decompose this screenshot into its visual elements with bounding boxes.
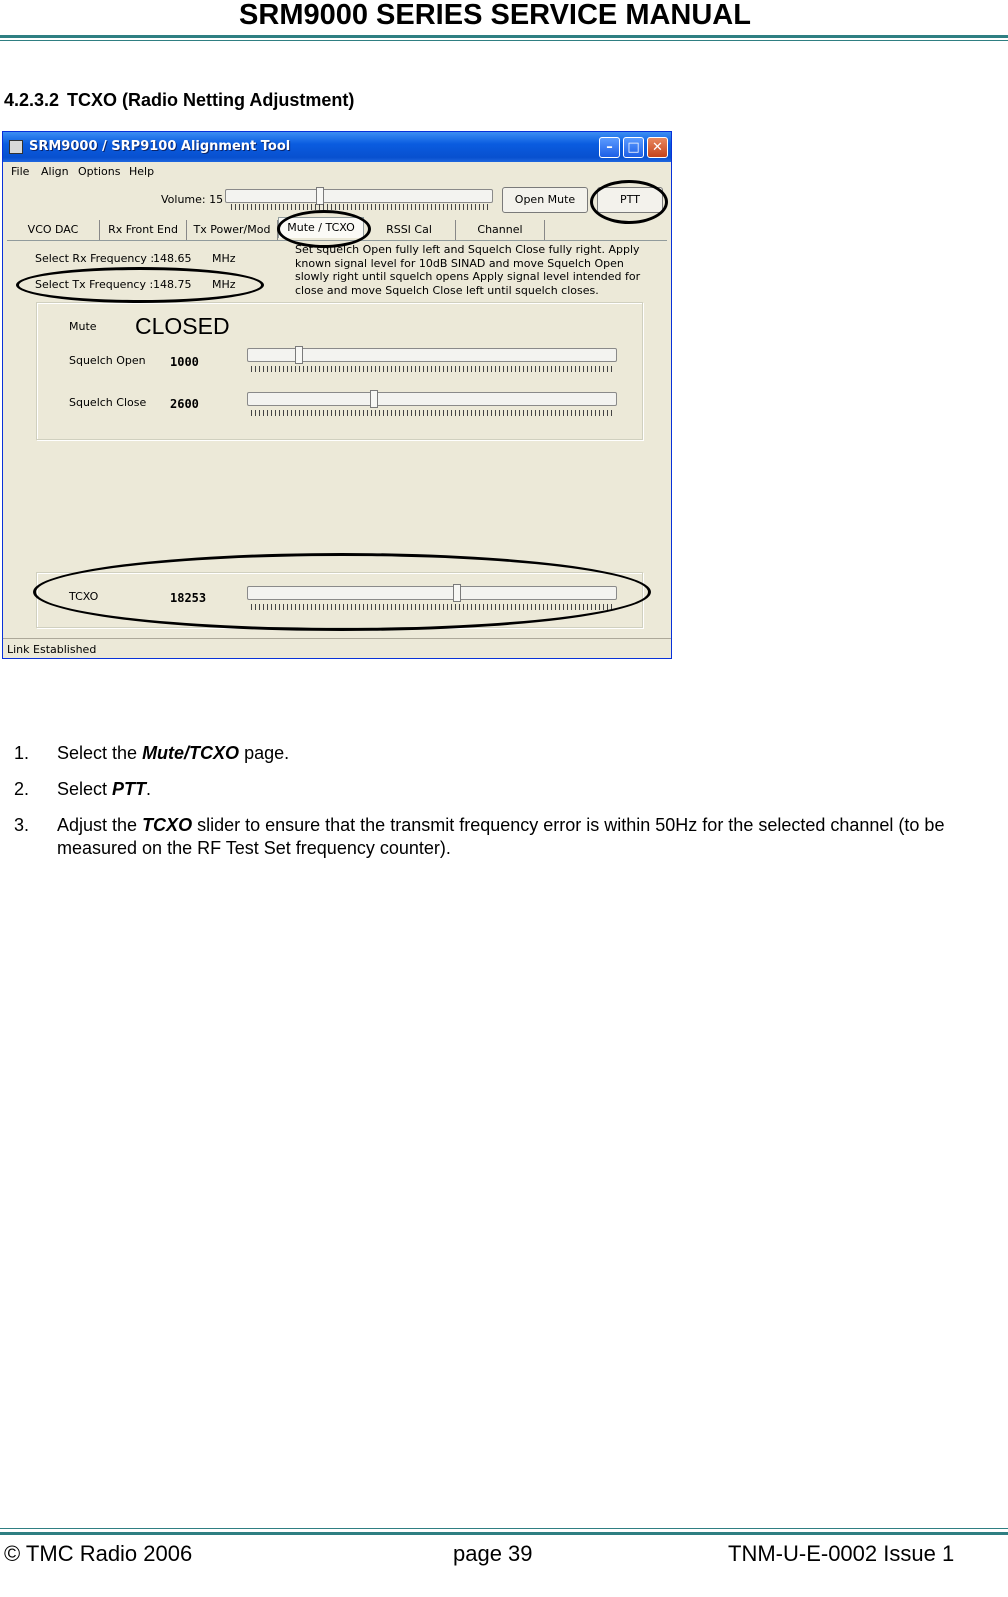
section-number: 4.2.3.2 [4, 90, 60, 110]
header-rule [0, 35, 1008, 38]
ptt-highlight-ellipse [590, 180, 668, 224]
squelch-open-label: Squelch Open [69, 354, 146, 367]
tab-tx-power-mod[interactable]: Tx Power/Mod [187, 220, 278, 240]
mute-label: Mute [69, 320, 97, 333]
footer-rule [0, 1532, 1008, 1535]
status-bar [3, 638, 671, 659]
manual-title: SRM9000 SERIES SERVICE MANUAL [239, 0, 751, 31]
section-title: TCXO (Radio Netting Adjustment) [67, 90, 355, 110]
tx-frequency-highlight-ellipse [16, 267, 264, 303]
tab-rx-front-end[interactable]: Rx Front End [100, 220, 187, 240]
squelch-open-ticks [251, 366, 613, 372]
ptt-button[interactable]: PTT [597, 187, 663, 213]
menu-align[interactable]: Align [41, 165, 69, 178]
open-mute-button[interactable]: Open Mute [502, 187, 588, 213]
tab-rssi-cal[interactable]: RSSI Cal [363, 220, 456, 240]
rx-frequency-unit: MHz [212, 252, 236, 265]
tcxo-value: 18253 [170, 591, 207, 605]
tx-frequency-value[interactable]: 148.75 [153, 278, 192, 291]
tab-mute-tcxo[interactable]: Mute / TCXO [278, 217, 364, 238]
app-icon [9, 140, 23, 154]
header-rule-thin [0, 40, 1008, 41]
section-heading [4, 90, 354, 111]
page-header [0, 0, 1008, 44]
squelch-instructions: Set squelch Open fully left and Squelch Close fully right. Apply known signal level for 10dB SINAD and move Squelch Open slowly right until squelch opens Apply signal level intended for close and move Squelch Close left until squelch closes. [295, 243, 641, 297]
squelch-close-value: 2600 [170, 397, 199, 411]
window-titlebar [3, 132, 671, 162]
tx-frequency-unit: MHz [212, 278, 236, 291]
menu-options[interactable]: Options [78, 165, 121, 178]
tcxo-label: TCXO [69, 590, 99, 603]
maximize-button[interactable]: □ [623, 137, 644, 158]
volume-ticks [231, 204, 489, 210]
squelch-open-thumb[interactable] [295, 346, 303, 364]
rx-frequency-value[interactable]: 148.65 [153, 252, 192, 265]
status-text: Link Established [7, 643, 97, 656]
squelch-open-value: 1000 [170, 355, 199, 369]
step-1: 1. Select the Mute/TCXO page. [14, 743, 290, 763]
tab-vco-dac[interactable]: VCO DAC [7, 220, 100, 240]
minimize-button[interactable]: – [599, 137, 620, 158]
close-button[interactable]: ✕ [647, 137, 668, 158]
step-3: 3. Adjust the TCXO slider to ensure that the transmit frequency error is within 50Hz for the selected channel (to be measured on the RF Test Set frequency counter). [14, 815, 945, 858]
step-2: 2. Select PTT. [14, 779, 152, 799]
window-title: SRM9000 / SRP9100 Alignment Tool [29, 139, 291, 154]
tcxo-highlight-ellipse [33, 553, 651, 631]
tx-frequency-label: Select Tx Frequency : [35, 278, 154, 291]
squelch-close-ticks [251, 410, 613, 416]
tab-channel[interactable]: Channel [456, 220, 545, 240]
volume-label: Volume: 15 [161, 193, 224, 206]
footer-copyright: © TMC Radio 2006 [4, 1541, 193, 1566]
squelch-close-thumb[interactable] [370, 390, 378, 408]
footer-page-number: page 39 [453, 1541, 533, 1566]
squelch-close-slider[interactable] [247, 392, 617, 406]
menu-bar [3, 162, 671, 182]
mute-state: CLOSED [135, 313, 230, 339]
menu-help[interactable]: Help [129, 165, 155, 178]
procedure-steps [14, 742, 974, 873]
volume-slider-thumb[interactable] [316, 187, 324, 205]
volume-slider[interactable] [225, 189, 493, 203]
menu-file[interactable]: File [11, 165, 30, 178]
footer-doc-id: TNM-U-E-0002 Issue 1 [728, 1541, 955, 1566]
footer-rule-thin [0, 1528, 1008, 1529]
squelch-close-label: Squelch Close [69, 396, 147, 409]
rx-frequency-label: Select Rx Frequency : [35, 252, 155, 265]
mute-tcxo-tab-highlight-ellipse [277, 210, 371, 248]
squelch-open-slider[interactable] [247, 348, 617, 362]
